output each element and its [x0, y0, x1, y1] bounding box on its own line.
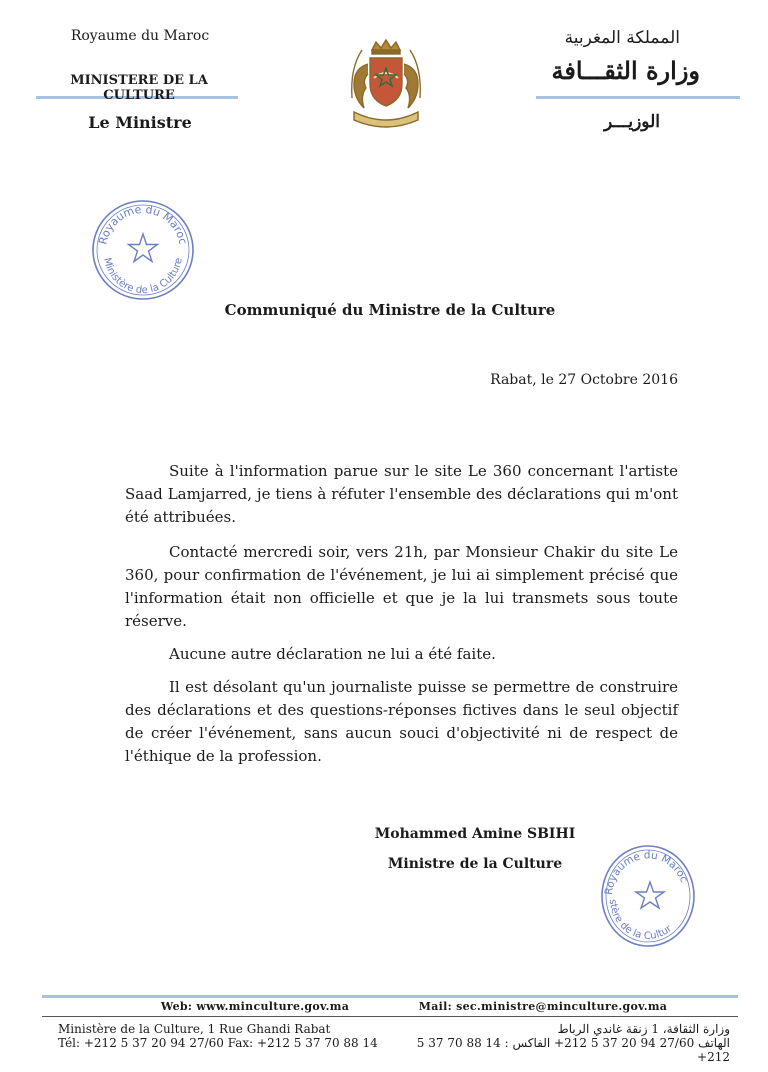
footer-phone-ar: الهاتف 27/60 94 20 37 5 212+ الفاكس : 14 88 70 37 5 212+	[416, 1036, 730, 1064]
stamp-top-text: Royaume du Maroc	[96, 202, 190, 246]
coat-of-arms-icon	[340, 38, 432, 138]
header-minister-fr: Le Ministre	[88, 113, 192, 132]
header-kingdom-fr: Royaume du Maroc	[70, 28, 210, 44]
body-paragraph: Aucune autre déclaration ne lui a été faite.	[169, 645, 496, 663]
stamp-top-text: Royaume du Maroc	[602, 849, 691, 896]
stamp-bottom-text: Ministère de la Culture	[101, 256, 185, 297]
footer-address-ar: وزارة الثقافة، 1 زنقة غاندي الرباط	[557, 1022, 730, 1036]
signatory-name: Mohammed Amine SBIHI	[374, 826, 576, 842]
signatory-title: Ministre de la Culture	[387, 856, 563, 872]
body-paragraph: Contacté mercredi soir, vers 21h, par Monsieur Chakir du site Le 360, pour confirmation de l'événement, je lui ai simplement précisé que l'information était non officielle et que je la lui transmets sous toute réserve.	[125, 543, 678, 630]
header-ministry-fr: MINISTERE DE LA CULTURE	[70, 73, 208, 103]
footer-phone-fr: Tél: +212 5 37 20 94 27/60 Fax: +212 5 37 70 88 14	[58, 1036, 378, 1050]
ministry-stamp-icon	[596, 840, 696, 948]
svg-text:Royaume du Maroc	[96, 203, 189, 246]
footer-email: Mail: sec.ministre@minculture.gov.ma	[418, 1000, 668, 1013]
ministry-stamp-icon	[88, 196, 198, 304]
body-paragraph: Il est désolant qu'un journaliste puisse se permettre de construire des déclarations et des questions-réponses fictives dans le seul objectif de créer l'événement, sans aucun souci d'objectivité ni de respect de l'éthique de la profession.	[125, 678, 678, 765]
document-body	[125, 460, 678, 778]
footer-divider	[42, 995, 738, 998]
body-paragraph: Suite à l'information parue sur le site Le 360 concernant l'artiste Saad Lamjarred, je tiens à réfuter l'ensemble des déclarations qui m'ont été attribuées.	[125, 462, 678, 526]
header-kingdom-ar: المملكة المغربية	[564, 28, 680, 48]
footer-rule	[42, 1016, 738, 1017]
document-date: Rabat, le 27 Octobre 2016	[490, 372, 678, 388]
footer-address-fr: Ministère de la Culture, 1 Rue Ghandi Rabat	[58, 1022, 331, 1036]
header-ministry-ar: وزارة الثقـــافة	[551, 56, 700, 85]
header-divider-right	[536, 96, 740, 99]
document-title: Communiqué du Ministre de la Culture	[224, 301, 556, 319]
header-minister-ar: الوزيـــر	[604, 112, 660, 132]
stamp-bottom-text: stère de la Cultur	[606, 898, 674, 942]
footer-website: Web: www.minculture.gov.ma	[160, 1000, 350, 1013]
